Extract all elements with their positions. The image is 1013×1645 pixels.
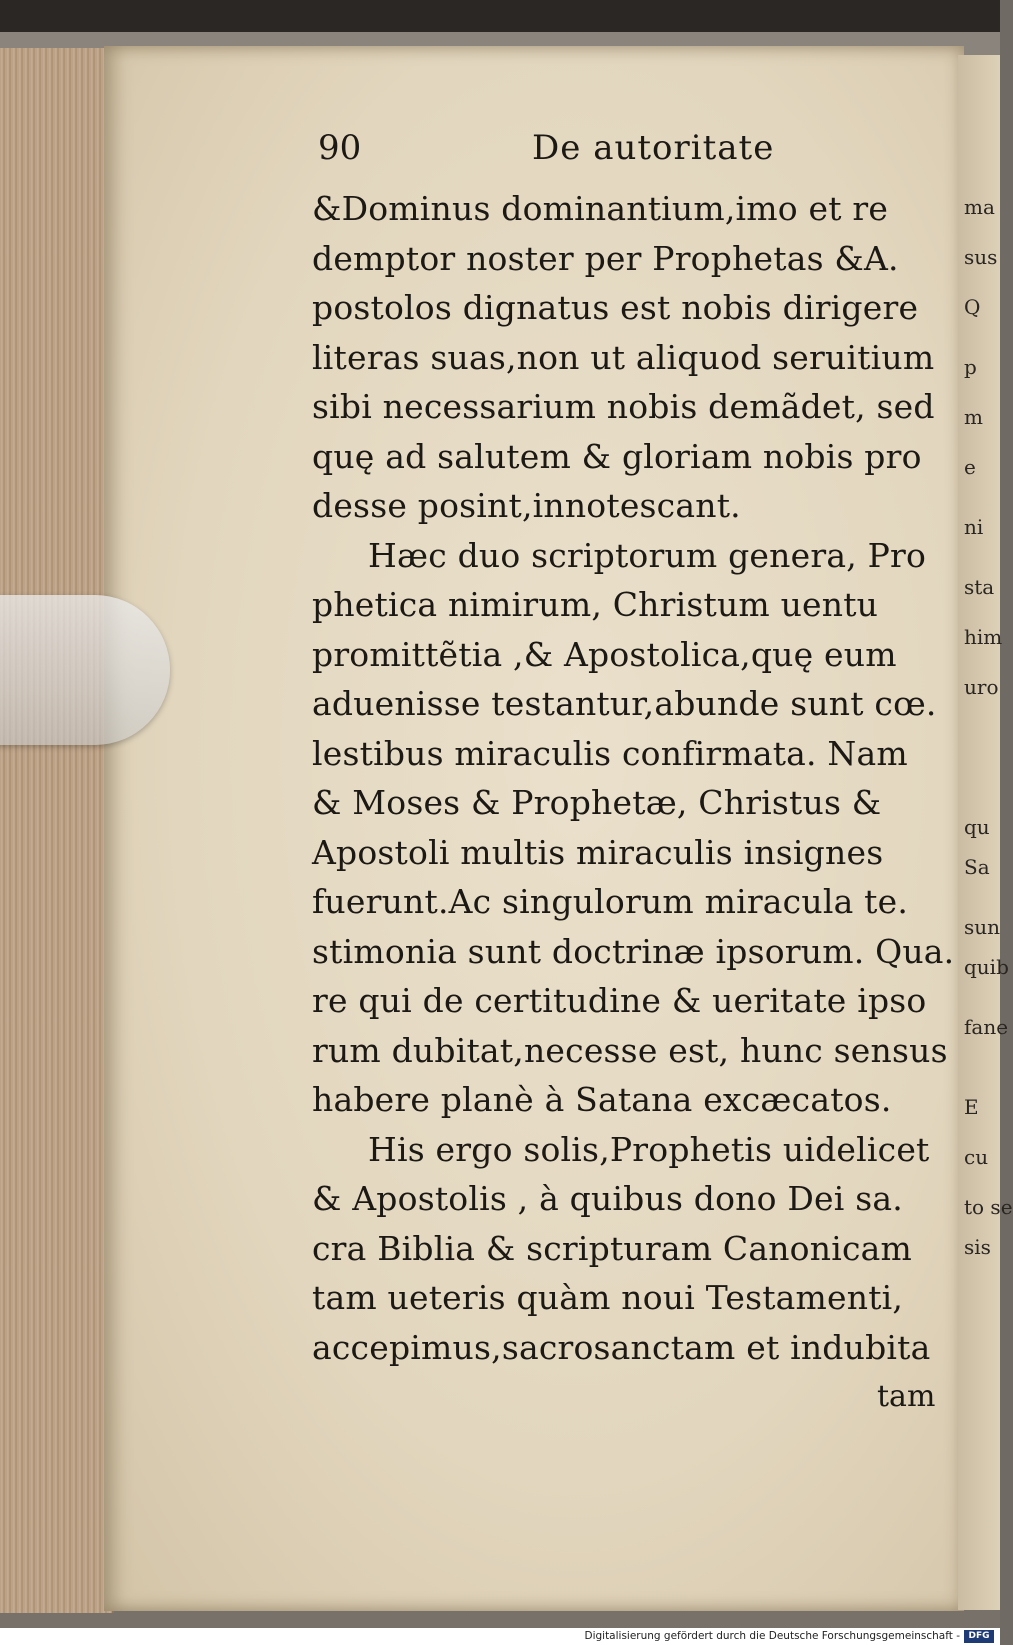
text-line: His ergo solis,Prophetis uidelicet <box>368 1129 930 1169</box>
facing-page-fragment: sta <box>964 575 995 599</box>
facing-page-fragment: E <box>964 1095 979 1119</box>
digitization-credit: Digitalisierung gefördert durch die Deutsche Forschungsgemeinschaft - <box>584 1630 960 1642</box>
text-line: cra Biblia & scripturam Canonicam <box>312 1228 913 1268</box>
page-header <box>312 128 952 184</box>
text-line: rum dubitat,necesse est, hunc sensus <box>312 1030 948 1070</box>
facing-page-fragment: p <box>964 355 977 379</box>
text-line: & Apostolis , à quibus dono Dei sa. <box>312 1179 903 1218</box>
facing-page-fragment: cu <box>964 1145 989 1169</box>
text-line: phetica nimirum, Christum uentu <box>312 585 879 624</box>
text-line: aduenisse testantur,abunde sunt cœ. <box>312 684 937 723</box>
catchword: tam <box>877 1379 936 1414</box>
facing-page-fragment: uro <box>964 675 999 699</box>
text-line: &Dominus dominantium,imo et re <box>312 189 889 228</box>
page-number: 90 <box>318 128 362 168</box>
running-head: De autoritate <box>532 128 775 168</box>
facing-page-fragment: sis <box>964 1235 991 1259</box>
facing-page-fragment: Q <box>964 295 981 319</box>
dfg-logo: DFG <box>964 1630 994 1643</box>
facing-page-fragment: fane <box>964 1015 1009 1039</box>
facing-page-fragment: sun <box>964 915 1001 939</box>
text-line: fuerunt.Ac singulorum miracula te. <box>312 882 909 921</box>
text-line: quę ad salutem & gloriam nobis pro <box>312 436 922 476</box>
text-line: demptor noster per Prophetas &A. <box>312 238 899 278</box>
text-line: desse posint,innotescant. <box>312 486 741 525</box>
text-line: tam ueteris quàm noui Testamenti, <box>312 1278 904 1317</box>
footer-bar <box>0 1628 1000 1645</box>
facing-page-fragment: Sa <box>964 855 990 879</box>
facing-page-fragment: quib <box>964 955 1009 979</box>
text-line: stimonia sunt doctrinæ ipsorum. Qua. <box>312 931 955 971</box>
text-line: sibi necessarium nobis demãdet, sed <box>312 387 935 426</box>
facing-page-fragment: to se <box>964 1195 1013 1219</box>
facing-page-fragment: him <box>964 625 1003 649</box>
text-line: & Moses & Prophetæ, Christus & <box>312 783 882 822</box>
text-line: Hæc duo scriptorum genera, Pro <box>368 535 927 575</box>
facing-page-fragment: e <box>964 455 976 479</box>
book-page-edges <box>0 48 114 1613</box>
facing-page-fragment: sus <box>964 245 998 269</box>
facing-page-fragment: ni <box>964 515 984 539</box>
text-line: re qui de certitudine & ueritate ipso <box>312 981 927 1020</box>
page-clip <box>0 595 170 745</box>
facing-page-fragment: ma <box>964 195 995 219</box>
facing-page-strip <box>958 55 1013 1610</box>
text-line: Apostoli multis miraculis insignes <box>312 832 884 872</box>
text-line: lestibus miraculis confirmata. Nam <box>312 733 908 773</box>
facing-page-fragment: m <box>964 405 983 429</box>
facing-page-fragment: qu <box>964 815 990 839</box>
text-line: promittẽtia ,& Apostolica,quę eum <box>312 634 897 674</box>
page-text-block <box>312 128 955 1422</box>
text-line: postolos dignatus est nobis dirigere <box>312 288 919 327</box>
text-line: habere planè à Satana excæcatos. <box>312 1080 892 1119</box>
text-line: literas suas,non ut aliquod seruitium <box>312 337 935 377</box>
text-line: accepimus,sacrosanctam et indubita <box>312 1327 931 1367</box>
